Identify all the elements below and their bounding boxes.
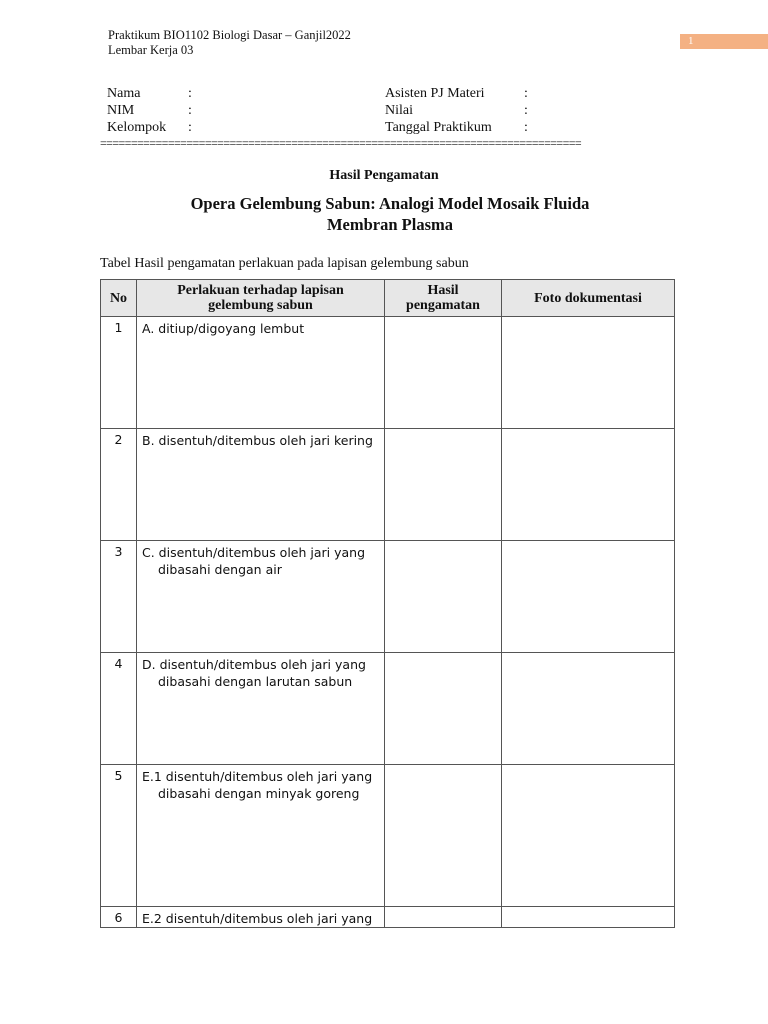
treatment-text: A. ditiup/digoyang lembut (142, 321, 305, 336)
photo-documentation-cell[interactable] (502, 429, 675, 541)
row-number: 1 (101, 317, 137, 429)
separator-line: ============================================================================== (100, 138, 582, 149)
treatment-text: E.1 disentuh/ditembus oleh jari yang (142, 769, 373, 784)
info-colon: : (524, 120, 528, 135)
info-colon: : (188, 103, 192, 118)
table-row (101, 653, 675, 765)
photo-documentation-cell[interactable] (502, 765, 675, 907)
header-hasil-line-1: Hasil (427, 283, 459, 298)
row-treatment (137, 317, 385, 429)
info-colon: : (188, 86, 192, 101)
treatment-text: D. disentuh/ditembus oleh jari yang (142, 657, 366, 672)
header-foto: Foto dokumentasi (502, 280, 675, 317)
running-header-worksheet: Lembar Kerja 03 (108, 43, 194, 57)
header-hasil-line-2: pengamatan (406, 298, 480, 313)
row-treatment (137, 429, 385, 541)
info-colon: : (524, 86, 528, 101)
page-number-badge: 1 (680, 34, 768, 49)
row-treatment (137, 541, 385, 653)
observation-result-cell[interactable] (385, 317, 502, 429)
info-label-nim: NIM (107, 103, 135, 118)
observation-result-cell[interactable] (385, 541, 502, 653)
photo-documentation-cell[interactable] (502, 317, 675, 429)
main-title-line-2: Membran Plasma (326, 215, 454, 234)
observation-table (100, 279, 675, 928)
info-label-nilai: Nilai (385, 103, 413, 118)
info-label-tanggal: Tanggal Praktikum (385, 120, 492, 135)
treatment-text-continuation: dibasahi dengan minyak goreng (158, 786, 360, 801)
photo-documentation-cell[interactable] (502, 653, 675, 765)
table-row (101, 907, 675, 928)
row-treatment (137, 765, 385, 907)
row-number: 3 (101, 541, 137, 653)
row-treatment (137, 653, 385, 765)
observation-result-cell[interactable] (385, 765, 502, 907)
observation-result-cell[interactable] (385, 429, 502, 541)
info-colon: : (188, 120, 192, 135)
treatment-text: C. disentuh/ditembus oleh jari yang (142, 545, 366, 560)
row-number: 6 (101, 907, 137, 928)
header-hasil (385, 280, 502, 317)
main-title (0, 193, 768, 235)
row-treatment (137, 907, 385, 928)
table-row (101, 541, 675, 653)
info-label-asisten: Asisten PJ Materi (385, 86, 485, 101)
treatment-text: B. disentuh/ditembus oleh jari kering (142, 433, 373, 448)
table-row (101, 765, 675, 907)
row-number: 5 (101, 765, 137, 907)
table-header-row (101, 280, 675, 317)
table-row (101, 317, 675, 429)
photo-documentation-cell[interactable] (502, 541, 675, 653)
row-number: 4 (101, 653, 137, 765)
observation-result-cell[interactable] (385, 907, 502, 928)
header-perlakuan-line-2: gelembung sabun (208, 298, 313, 313)
main-title-line-1: Opera Gelembung Sabun: Analogi Model Mosaik Fluida (190, 194, 590, 213)
info-label-kelompok: Kelompok (107, 120, 167, 135)
treatment-text: E.2 disentuh/ditembus oleh jari yang (142, 911, 373, 926)
observation-result-cell[interactable] (385, 653, 502, 765)
row-number: 2 (101, 429, 137, 541)
section-title: Hasil Pengamatan (329, 168, 439, 183)
photo-documentation-cell[interactable] (502, 907, 675, 928)
info-label-nama: Nama (107, 86, 141, 101)
header-perlakuan (137, 280, 385, 317)
table-row (101, 429, 675, 541)
info-colon: : (524, 103, 528, 118)
running-header-course: Praktikum BIO1102 Biologi Dasar – Ganjil2022 (108, 28, 351, 42)
header-no: No (101, 280, 137, 317)
table-caption: Tabel Hasil pengamatan perlakuan pada lapisan gelembung sabun (100, 256, 469, 271)
treatment-text-continuation: dibasahi dengan air (158, 562, 282, 577)
treatment-text-continuation: dibasahi dengan larutan sabun (158, 674, 353, 689)
header-perlakuan-line-1: Perlakuan terhadap lapisan (177, 283, 344, 298)
